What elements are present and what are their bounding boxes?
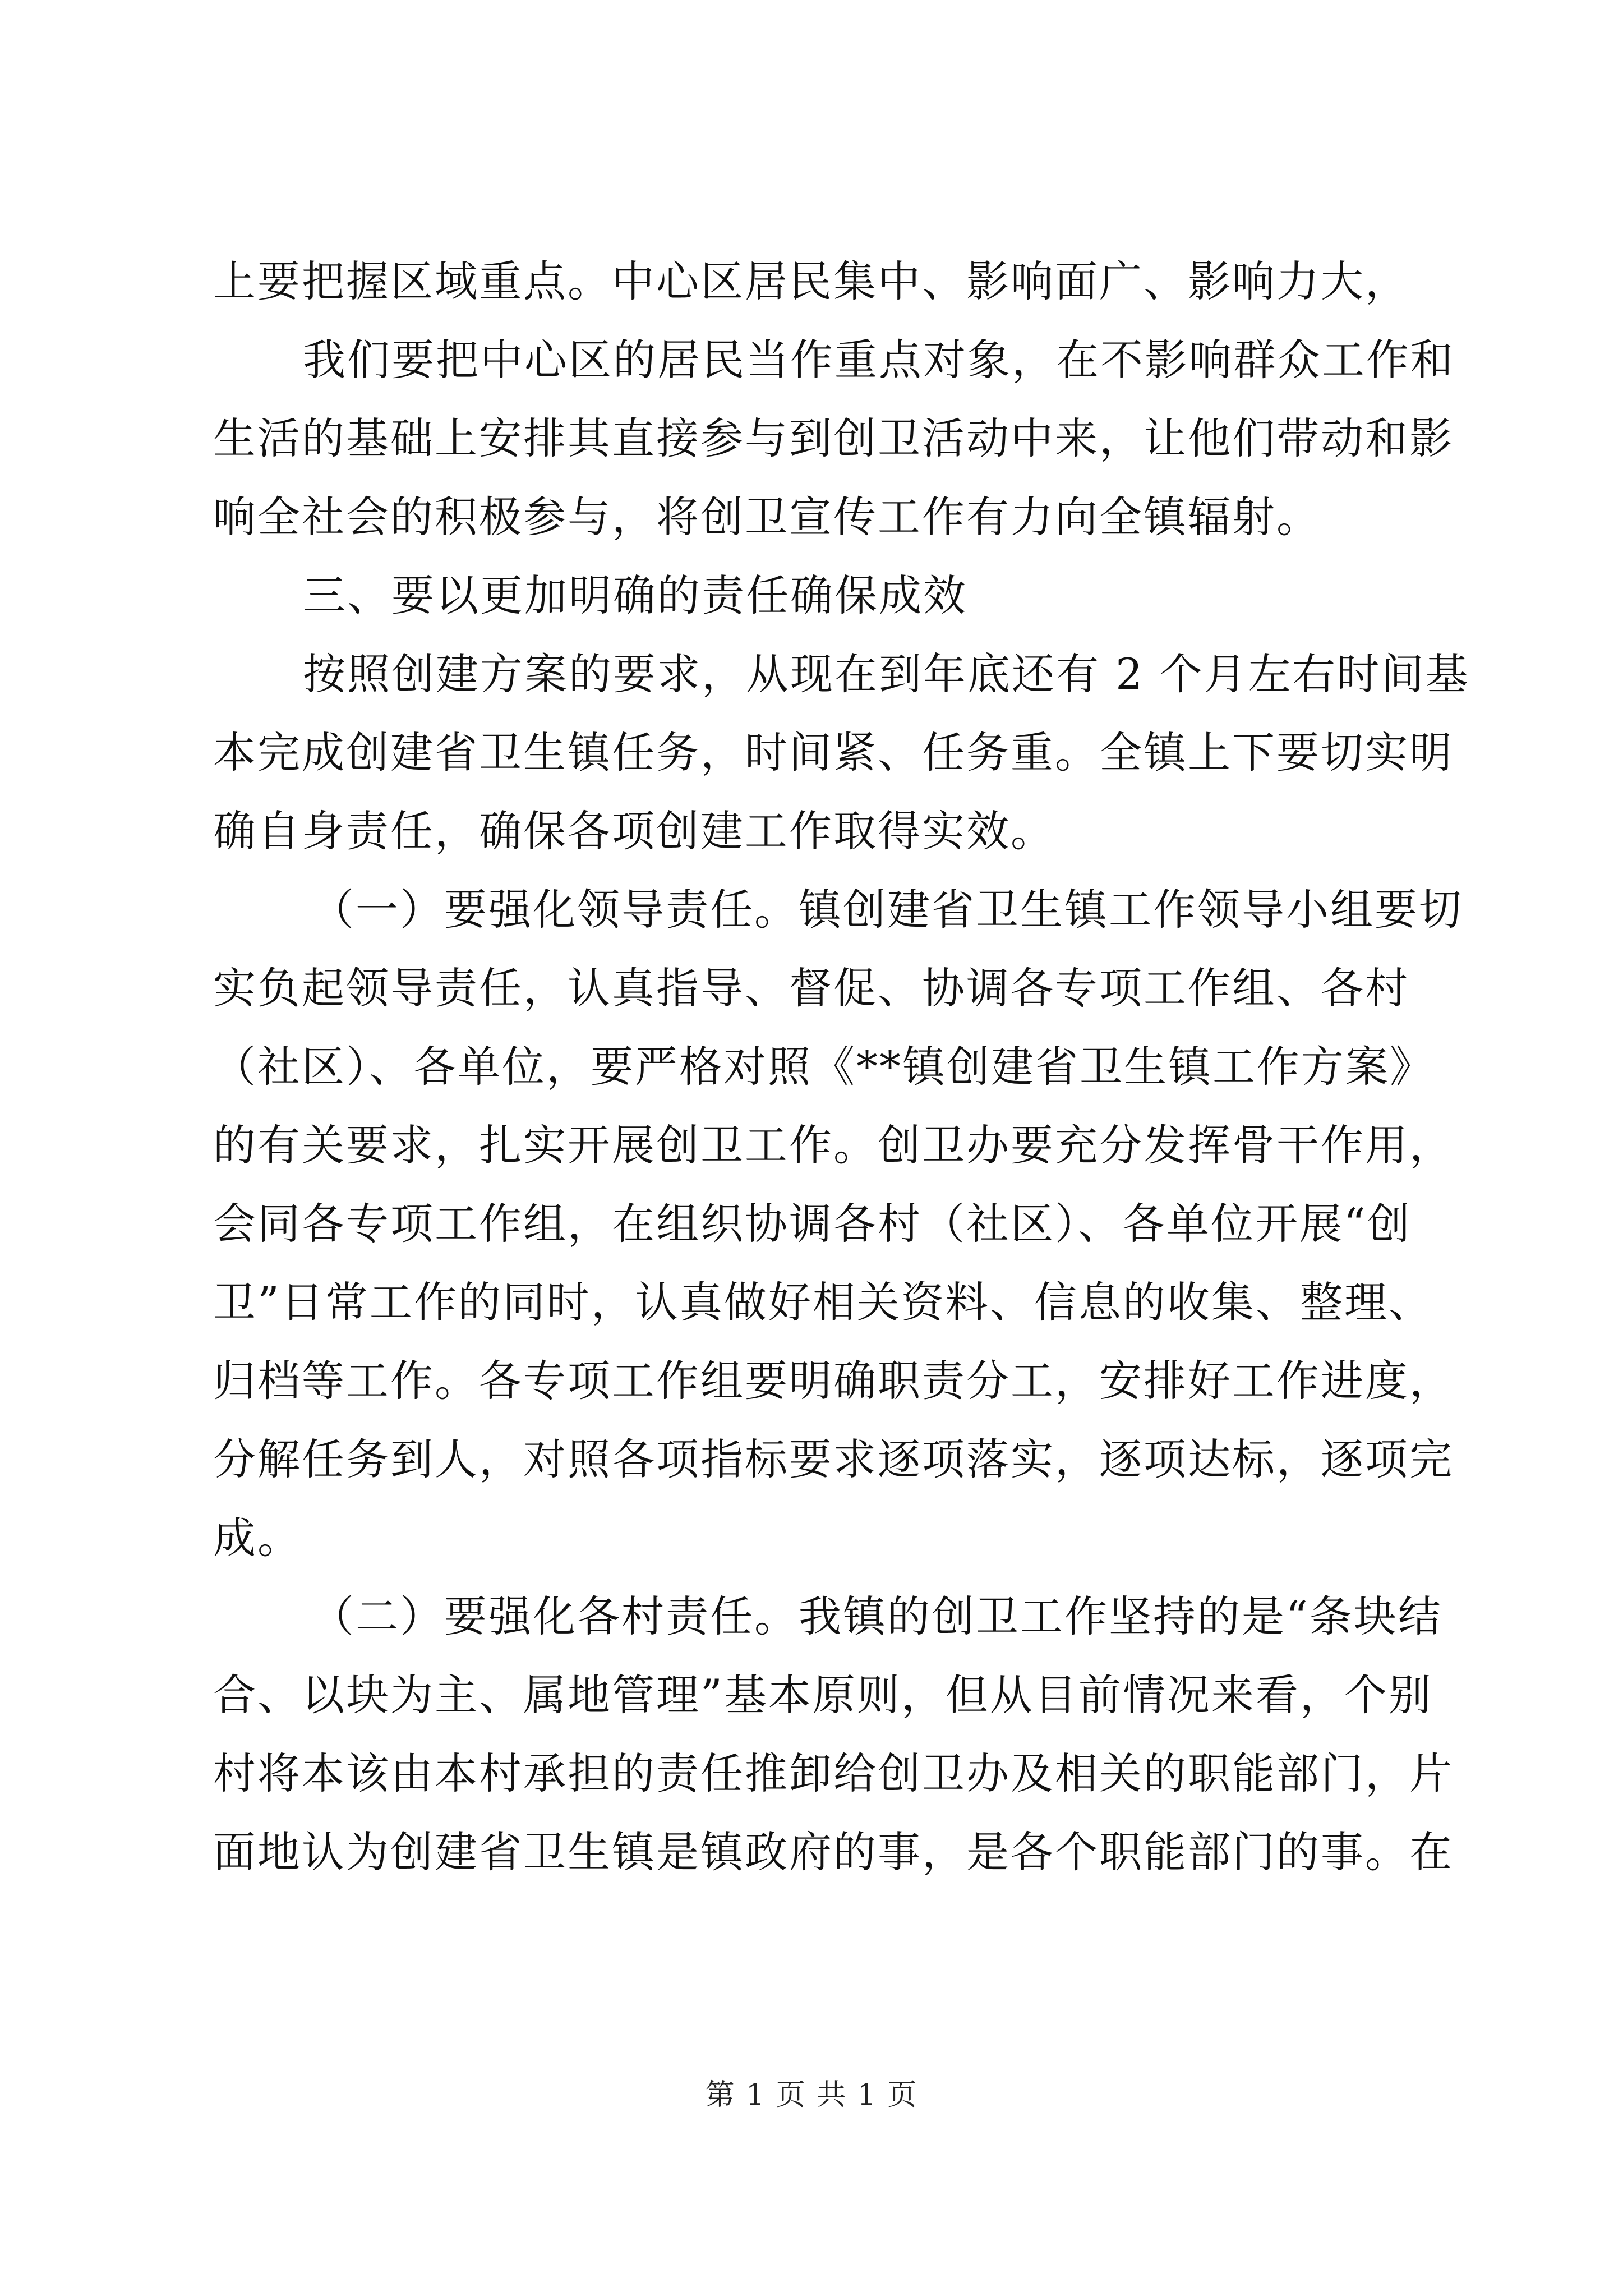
paragraph-line: （二）要强化各村责任。我镇的创卫工作坚持的是“条块结 [311,1591,1442,1641]
paragraph-line: 村将本该由本村承担的责任推卸给创卫办及相关的职能部门，片 [213,1749,1454,1798]
paragraph-line: 按照创建方案的要求，从现在到年底还有 2 个月左右时间基 [303,649,1470,699]
paragraph-line: 成。 [213,1513,302,1563]
paragraph-line: 生活的基础上安排其直接参与到创卫活动中来，让他们带动和影 [213,413,1454,463]
paragraph-line: 确自身责任，确保各项创建工作取得实效。 [213,806,1055,856]
paragraph-line: 分解任务到人，对照各项指标要求逐项落实，逐项达标，逐项完 [213,1434,1454,1484]
paragraph-line: 会同各专项工作组，在组织协调各村（社区）、各单位开展“创 [213,1199,1412,1249]
paragraph-line: 本完成创建省卫生镇任务，时间紧、任务重。全镇上下要切实明 [213,728,1454,777]
paragraph-line: 归档等工作。各专项工作组要明确职责分工，安排好工作进度， [213,1356,1454,1406]
paragraph-line: 合、以块为主、属地管理”基本原则，但从目前情况来看，个别 [213,1670,1433,1720]
paragraph-line: （社区）、各单位，要严格对照《**镇创建省卫生镇工作方案》 [213,1042,1434,1092]
paragraph-line: 我们要把中心区的居民当作重点对象，在不影响群众工作和 [303,335,1455,385]
paragraph-line: 上要把握区域重点。中心区居民集中、影响面广、影响力大， [213,256,1409,306]
paragraph-line: 响全社会的积极参与，将创卫宣传工作有力向全镇辐射。 [213,492,1321,542]
paragraph-line: 实负起领导责任，认真指导、督促、协调各专项工作组、各村 [213,963,1409,1013]
paragraph-line: 面地认为创建省卫生镇是镇政府的事，是各个职能部门的事。在 [213,1827,1454,1877]
paragraph-line: （一）要强化领导责任。镇创建省卫生镇工作领导小组要切 [311,885,1463,935]
paragraph-line: 的有关要求，扎实开展创卫工作。创卫办要充分发挥骨干作用， [213,1120,1454,1170]
page-number-footer: 第 1 页 共 1 页 [705,2078,918,2112]
section-heading: 三、要以更加明确的责任确保成效 [303,570,967,620]
paragraph-line: 卫”日常工作的同时，认真做好相关资料、信息的收集、整理、 [213,1277,1433,1327]
